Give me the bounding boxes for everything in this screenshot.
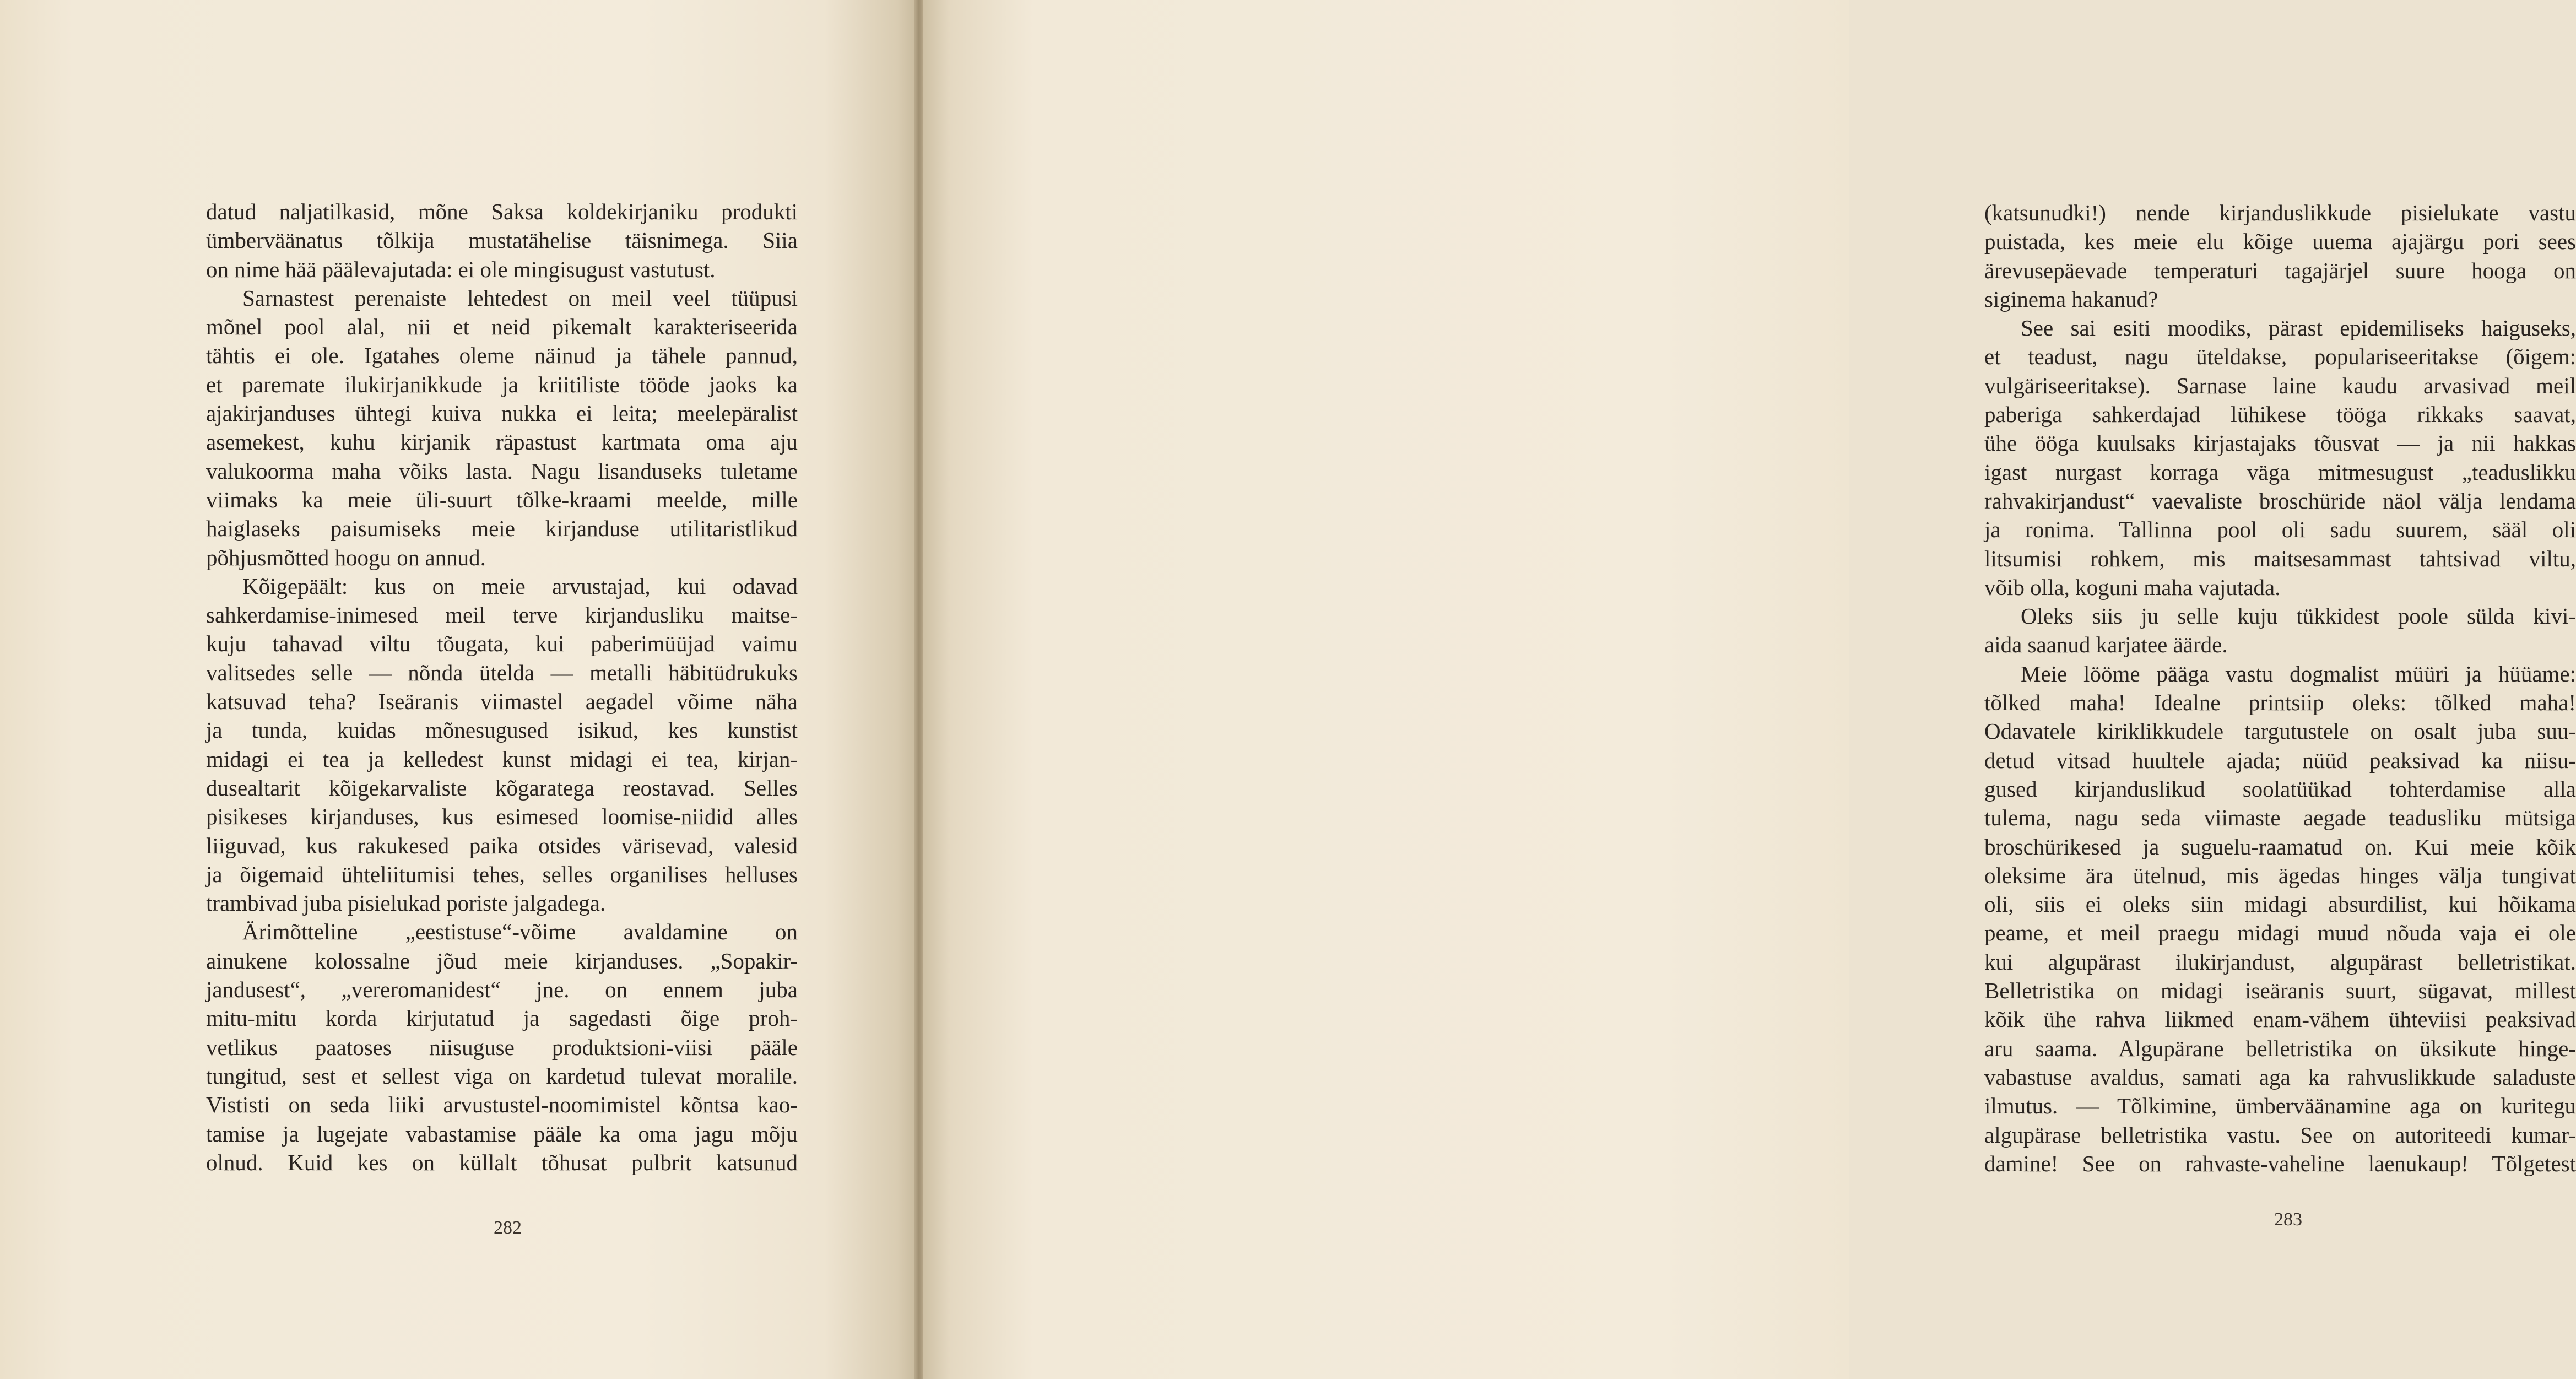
text-line: mõnel pool alal, nii et neid pikemalt karakteriseerida <box>206 314 798 340</box>
text-line: ainukene kolossalne jõud meie kirjanduses. „Sopakir- <box>206 948 798 974</box>
text-line: dusealtarit kõigekarvaliste kõgaratega reostavad. Selles <box>206 775 798 801</box>
text-line: viimaks ka meie üli-suurt tõlke-kraami meelde, mille <box>206 486 798 512</box>
book-gutter <box>914 0 923 1379</box>
right-page <box>922 0 2576 1379</box>
text-line: midagi ei tea ja kelledest kunst midagi ei tea, kirjan- <box>206 746 798 772</box>
text-line: vetlikus paatoses niisuguse produktsioni-viisi pääle <box>206 1034 798 1060</box>
text-line: Belletristika on midagi iseäranis suurt, sügavat, millest <box>1984 978 2576 1004</box>
text-line: Oleks siis ju selle kuju tükkidest poole sülda kivi- <box>2021 603 2576 629</box>
text-line: Vististi on seda liiki arvustustel-noomimistel kõntsa kao- <box>206 1092 798 1118</box>
text-line: ärevusepäevade temperaturi tagajärjel suure hooga on <box>1984 257 2576 283</box>
left-page-text <box>206 197 798 1177</box>
text-line: ilmutus. — Tõlkimine, ümberväänamine aga on kuritegu <box>1984 1093 2576 1119</box>
text-line: tõlked maha! Idealne printsiip oleks: tõlked maha! <box>1984 690 2576 716</box>
text-line: Odavatele kiriklikkudele targutustele on osalt juba suu- <box>1984 718 2576 744</box>
text-line: ajakirjanduses ühtegi kuiva nukka ei leita; meelepäralist <box>206 401 798 426</box>
text-line: ja õigemaid ühteliitumisi tehes, selles organilises helluses <box>206 861 798 887</box>
text-line: vabastuse avaldus, samati aga ka rahvuslikkude saladuste <box>1984 1064 2576 1090</box>
text-line: vulgäriseeritakse). Sarnase laine kaudu arvasivad meil <box>1984 372 2576 398</box>
text-line: et paremate ilukirjanikkude ja kriitiliste tööde jaoks ka <box>206 371 798 397</box>
text-line: aida saanud karjatee äärde. <box>1984 632 2228 658</box>
text-line: Meie lööme pääga vastu dogmalist müüri ja hüüame: <box>2021 661 2576 686</box>
text-line: asemekest, kuhu kirjanik räpastust kartmata oma aju <box>206 429 798 455</box>
text-line: katsuvad teha? Iseäranis viimastel aegadel võime näha <box>206 689 798 715</box>
text-line: sahkerdamise-inimesed meil terve kirjandusliku maitse- <box>206 602 798 628</box>
text-line: aru saama. Algupärane belletristika on üksikute hinge- <box>1984 1035 2576 1061</box>
right-page-text <box>1984 198 2576 1178</box>
text-line: pisikeses kirjanduses, kus esimesed loomise-niidid alles <box>206 804 798 830</box>
text-line: liiguvad, kus rakukesed paika otsides värisevad, valesid <box>206 832 798 858</box>
left-page <box>0 0 916 1379</box>
text-line: on nime hää päälevajutada: ei ole mingisugust vastutust. <box>206 256 716 282</box>
right-page-number: 283 <box>2274 1209 2302 1230</box>
text-line: tähtis ei ole. Igatahes oleme näinud ja tähele pannud, <box>206 343 798 369</box>
text-line: peame, et meil praegu midagi muud nõuda vaja ei ole <box>1984 920 2576 946</box>
text-line: broschürikesed ja suguelu-raamatud on. Kui meie kõik <box>1984 834 2576 859</box>
text-line: (katsunudki!) nende kirjanduslikkude pisielukate vastu <box>1984 200 2576 225</box>
text-line: ühe ööga kuulsaks kirjastajaks tõusvat — ja nii hakkas <box>1984 430 2576 456</box>
text-line: oli, siis ei oleks siin midagi absurdilist, kui hõikama <box>1984 891 2576 917</box>
text-line: tungitud, sest et sellest viga on kardetud tulevat moralile. <box>206 1063 798 1089</box>
text-line: detud vitsad huultele ajada; nüüd peaksivad ka niisu- <box>1984 747 2576 773</box>
text-line: mitu-mitu korda kirjutatud ja sagedasti õige proh- <box>206 1005 798 1031</box>
text-line: ümberväänatus tõlkija mustatähelise täisnimega. Siia <box>206 228 798 253</box>
text-line: ja ronima. Tallinna pool oli sadu suurem, sääl oli <box>1984 517 2576 543</box>
text-line: oleksime ära ütelnud, mis ägedas hinges välja tungivat <box>1984 862 2576 888</box>
text-line: datud naljatilkasid, mõne Saksa koldekirjaniku produkti <box>206 199 798 224</box>
text-line: igast nurgast korraga väga mitmesugust „teaduslikku <box>1984 459 2576 485</box>
text-line: gused kirjanduslikud soolatüükad tohterdamise alla <box>1984 776 2576 802</box>
text-line: et teadust, nagu üteldakse, populariseeritakse (õigem: <box>1984 344 2576 370</box>
text-line: võib olla, koguni maha vajutada. <box>1984 574 2281 600</box>
text-line: põhjusmõtted hoogu on annud. <box>206 544 486 570</box>
text-line: See sai esiti moodiks, pärast epidemiliseks haiguseks, <box>2021 315 2576 341</box>
text-line: litsumisi rohkem, mis maitsesammast tahtsivad viltu, <box>1984 545 2576 571</box>
text-line: jandusest“, „vereromanidest“ jne. on ennem juba <box>206 977 798 1003</box>
text-line: valukoorma maha võiks lasta. Nagu lisanduseks tuletame <box>206 458 798 484</box>
text-line: algupärase belletristika vastu. See on autoriteedi kumar- <box>1984 1122 2576 1148</box>
text-line: siginema hakanud? <box>1984 286 2158 312</box>
text-line: Sarnastest perenaiste lehtedest on meil veel tüüpusi <box>242 285 798 311</box>
text-line: kõik ühe rahva liikmed enam-vähem ühteviisi peaksivad <box>1984 1007 2576 1032</box>
text-line: haiglaseks paisumiseks meie kirjanduse utilitaristlikud <box>206 516 798 542</box>
text-line: damine! See on rahvaste-vaheline laenukaup! Tõlgetest <box>1984 1150 2576 1176</box>
text-line: trambivad juba pisielukad poriste jalgadega. <box>206 890 606 916</box>
text-line: tamise ja lugejate vabastamise pääle ka oma jagu mõju <box>206 1121 798 1147</box>
text-line: rahvakirjandust“ vaevaliste broschüride näol välja lendama <box>1984 488 2576 513</box>
left-page-number: 282 <box>494 1218 522 1238</box>
text-line: kuju tahavad viltu tõugata, kui paberimüüjad vaimu <box>206 631 798 657</box>
text-line: Kõigepäält: kus on meie arvustajad, kui odavad <box>242 573 798 599</box>
text-line: paberiga sahkerdajad lühikese tööga rikkaks saavat, <box>1984 402 2576 428</box>
text-line: tulema, nagu seda viimaste aegade teadusliku mütsiga <box>1984 805 2576 831</box>
text-line: Ärimõtteline „eestistuse“-võime avaldamine on <box>242 919 798 945</box>
text-line: valitsedes selle — nõnda ütelda — metalli häbitüdrukuks <box>206 659 798 685</box>
text-line: olnud. Kuid kes on küllalt tõhusat pulbrit katsunud <box>206 1149 798 1175</box>
text-line: kui algupärast ilukirjandust, algupärast belletristikat. <box>1984 949 2576 975</box>
text-line: ja tunda, kuidas mõnesugused isikud, kes kunstist <box>206 717 798 743</box>
text-line: puistada, kes meie elu kõige uuema ajajärgu pori sees <box>1984 229 2576 255</box>
